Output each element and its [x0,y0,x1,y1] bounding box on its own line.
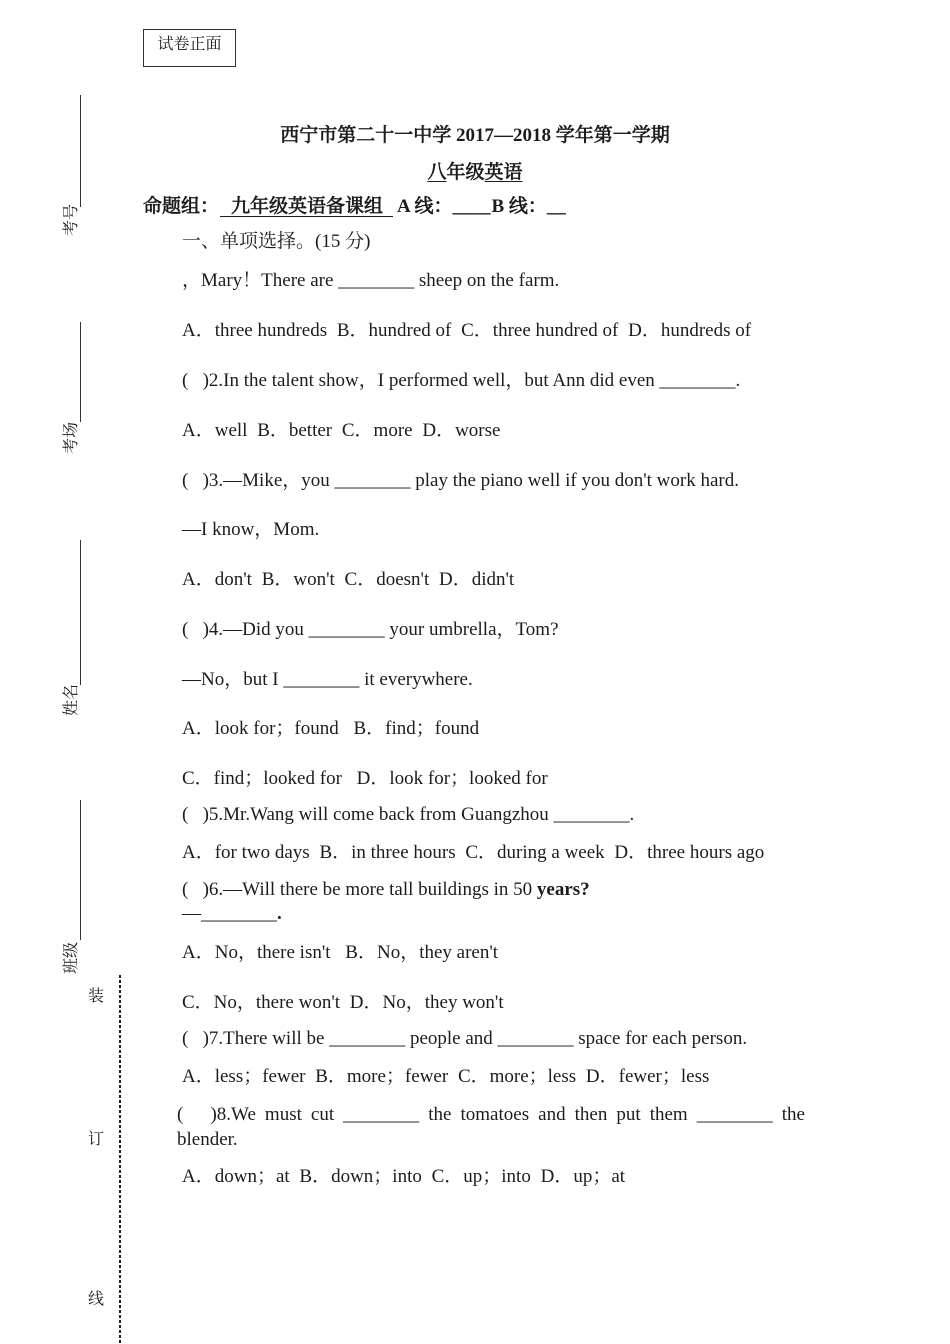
committee-label: 命题组： [143,196,220,217]
question-5-option-a: A．for two days [182,842,310,863]
question-6-reply [182,903,282,925]
subtitle-subject: 英语 [484,162,523,183]
a-line-label: A 线： [397,196,453,217]
question-4-option-a: A．look for；found [182,718,339,739]
question-4-reply: —No，but I ________ it everywhere. [182,669,473,690]
section-title: 一、单项选择。(15 分) [182,231,371,252]
question-7-option-a: A．less；fewer [182,1066,306,1087]
class-blank-line [80,800,81,940]
question-8-option-a: A．down；at [182,1166,290,1187]
b-line-blank: __ [546,196,566,217]
exam-number-blank-line [80,95,81,207]
question-5-option-d: D．three hours ago [614,842,765,863]
question-5-option-c: C．during a week [465,842,605,863]
question-2-option-a: A．well [182,420,248,441]
question-3-option-b: B．won't [261,569,335,590]
exam-room-blank-line [80,322,81,422]
name-label: 姓名 [63,683,80,716]
question-3-option-d: D．didn't [439,569,515,590]
name-blank-line [80,540,81,685]
question-4-options-row-1 [182,718,484,740]
question-5-stem: ( )5.Mr.Wang will come back from Guangzhou ________. [182,804,635,825]
question-8-option-b: B．down；into [299,1166,422,1187]
question-3-options [182,569,519,591]
question-2-option-d: D．worse [422,420,501,441]
question-4-option-c: C．find；looked for [182,768,342,789]
question-6-option-c: C．No，there won't [182,992,341,1013]
committee-value: 九年级英语备课组 [220,197,393,217]
question-6-stem-text: ( )6.—Will there be more tall buildings in 50 [182,879,533,900]
question-8-option-c: C．up；into [431,1166,531,1187]
binding-dashed-line [119,975,121,1344]
question-6-stem [182,879,590,901]
exam-room-label: 考场 [63,421,80,454]
committee-line [143,196,566,218]
binding-mark-ding: 订 [88,1131,105,1148]
question-2-option-b: B．better [257,420,333,441]
question-3-reply: —I know，Mom. [182,519,320,540]
question-2-stem: ( )2.In the talent show，I performed well，but Ann did even ________. [182,370,741,391]
question-3-option-c: C．doesn't [344,569,430,590]
question-4-stem: ( )4.—Did you ________ your umbrella，Tom? [182,619,559,640]
question-8-options [182,1166,630,1188]
question-6-option-d: D．No，they won't [349,992,504,1013]
binding-mark-zhuang: 装 [88,988,105,1005]
question-3-option-a: A．don't [182,569,252,590]
question-1-option-d: D．hundreds of [628,320,752,341]
exam-title: 西宁市第二十一中学 2017—2018 学年第一学期 [280,125,670,146]
question-6-option-b: B．No，they aren't [345,942,499,963]
question-6-stem-emphasis: years? [536,879,590,900]
question-7-options [182,1066,714,1088]
question-1-option-c: C．three hundred of [461,320,619,341]
question-2-option-c: C．more [341,420,413,441]
question-5-options [182,842,769,864]
question-1-options [182,320,756,342]
question-7-option-d: D．fewer；less [585,1066,710,1087]
question-7-stem: ( )7.There will be ________ people and ________ space for each person. [182,1028,748,1049]
question-6-option-a: A．No，there isn't [182,942,331,963]
question-6-reply-emphasis: . [277,903,282,924]
b-line-label: B 线： [491,196,547,217]
question-1-option-a: A．three hundreds [182,320,328,341]
question-6-reply-text: —________ [182,903,277,924]
question-4-option-b: B．find；found [353,718,480,739]
question-3-stem: ( )3.—Mike，you ________ play the piano well if you don't work hard. [182,470,739,491]
exam-number-label: 考号 [63,203,80,236]
question-4-option-d: D．look for；looked for [356,768,548,789]
question-2-options [182,420,505,442]
question-5-option-b: B．in three hours [319,842,456,863]
question-8-stem: ( )8.We must cut ________ the tomatoes and then put them ________ the blender. [177,1104,810,1150]
a-line-blank: ____ [452,196,491,217]
subtitle-middle: 年级 [446,162,485,183]
class-label: 班级 [63,941,80,974]
question-7-option-c: C．more；less [457,1066,577,1087]
question-8-option-d: D．up；at [540,1166,626,1187]
question-6-options-row-1 [182,942,503,964]
subtitle-grade: 八 [427,162,447,183]
question-4-options-row-2 [182,768,553,790]
question-1-option-b: B．hundred of [336,320,452,341]
binding-mark-xian: 线 [88,1291,105,1308]
question-1-stem: ，Mary！There are ________ sheep on the farm. [182,270,560,291]
question-7-option-b: B．more；fewer [315,1066,449,1087]
question-6-options-row-2 [182,992,509,1014]
exam-subtitle [0,162,950,184]
paper-front-label: 试卷正面 [143,29,236,67]
